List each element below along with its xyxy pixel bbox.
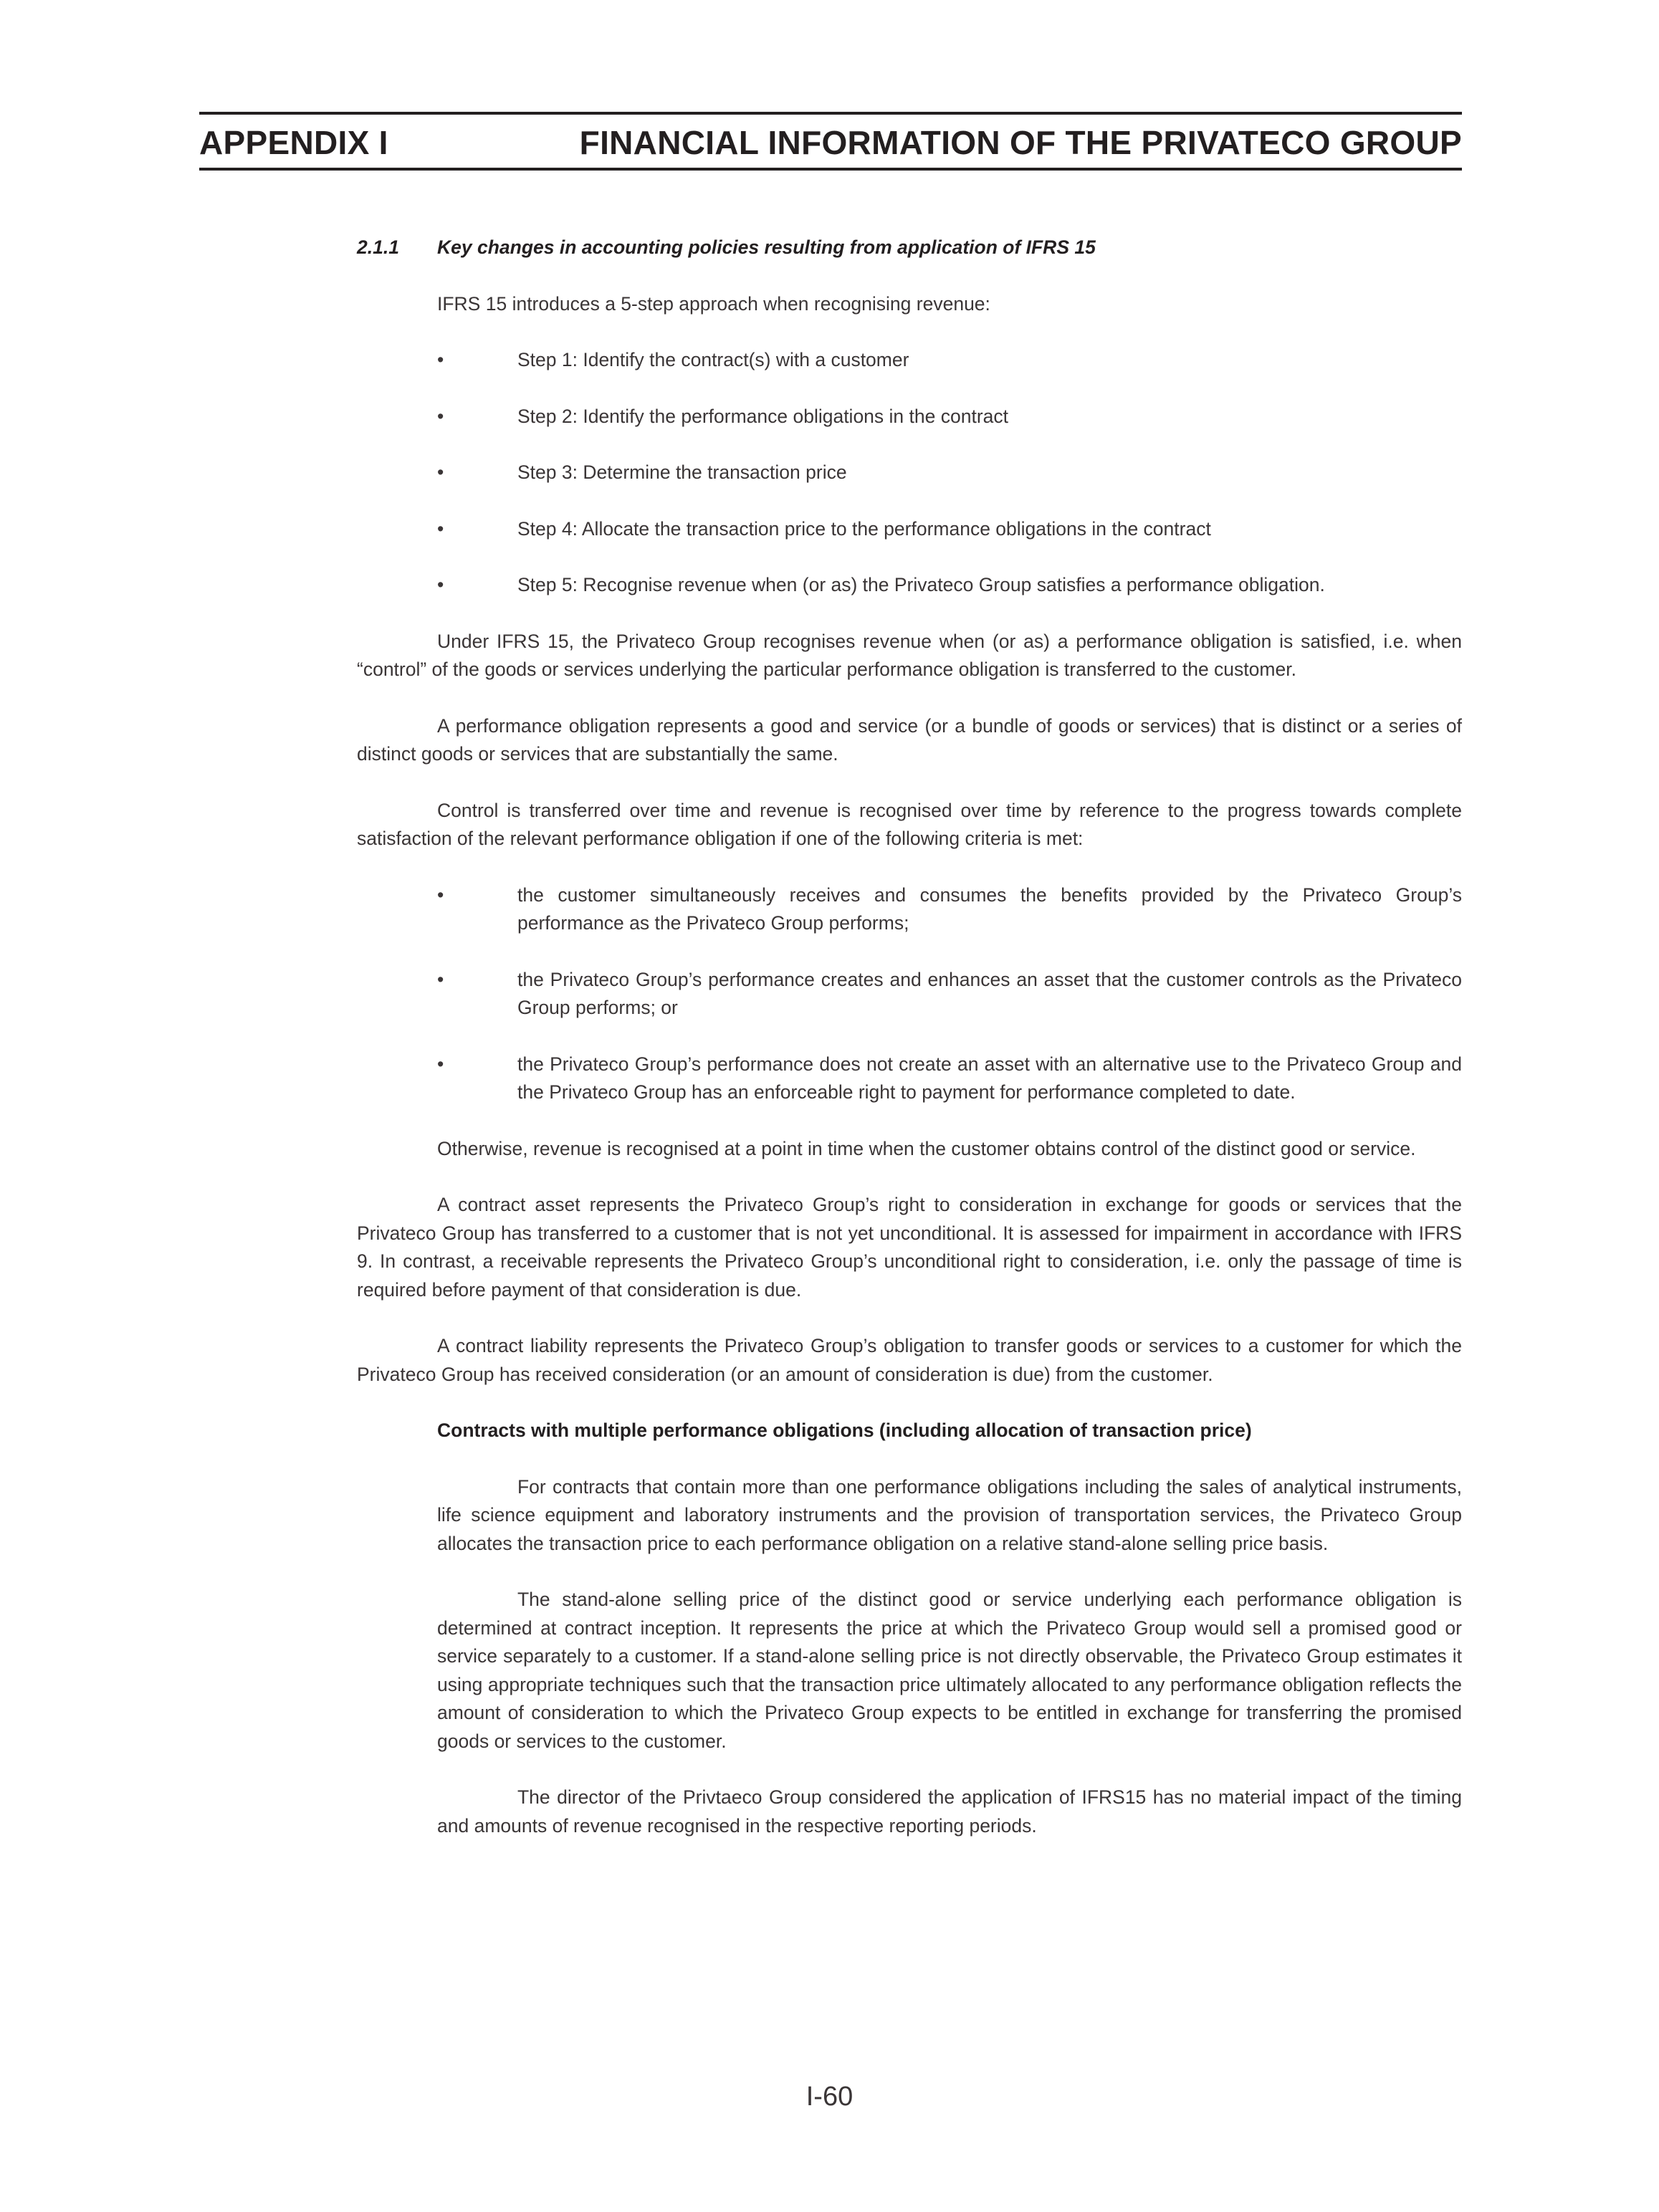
- step-item: [357, 459, 1462, 487]
- bullet-icon: •: [437, 349, 444, 370]
- bullet-icon: •: [437, 574, 444, 595]
- paragraph-contract-liability: A contract liability represents the Privateco Group’s obligation to transfer goods or services to a customer for which the Privateco Group has received consideration (or an amount of consideration is due) from the customer.: [357, 1335, 1462, 1385]
- paragraph-control: Control is transferred over time and revenue is recognised over time by reference to the progress towards complete satisfaction of the relevant performance obligation if one of the following criteria is met:: [357, 799, 1462, 849]
- page-number: I-60: [805, 2082, 854, 2112]
- appendix-label: APPENDIX I: [199, 124, 388, 161]
- paragraph-contract-asset: A contract asset represents the Privateco Group’s right to consideration in exchange for goods or services that the Privateco Group has transferred to a customer that is not yet unconditional. It is assessed for impairment in accordance with IFRS 9. In contrast, a receivable represents the Privateco Group’s unconditional right to consideration, i.e. only the passage of time is required before payment of that consideration is due.: [357, 1194, 1462, 1301]
- subsection-paragraph: For contracts that contain more than one performance obligations including the sales of analytical instruments, life science equipment and laboratory instruments and the provision of transportation services, the Privateco Group allocates the transaction price to each performance obligation on a relative stand-alone selling price basis.: [437, 1475, 1462, 1554]
- criteria-text: the Privateco Group’s performance does not create an asset with an alternative use to the Privateco Group and the Privateco Group has an enforceable right to payment for performance completed to date.: [517, 1053, 1462, 1103]
- intro-paragraph: IFRS 15 introduces a 5-step approach when recognising revenue:: [437, 292, 990, 315]
- step-text: Step 5: Recognise revenue when (or as) the Privateco Group satisfies a performance obligation.: [517, 574, 1325, 595]
- bullet-icon: •: [437, 968, 444, 990]
- bullet-icon: •: [437, 1053, 444, 1075]
- subsection-paragraph: The director of the Privtaeco Group considered the application of IFRS15 has no material impact of the timing and amounts of revenue recognised in the respective reporting periods.: [437, 1786, 1462, 1837]
- paragraph-otherwise: Otherwise, revenue is recognised at a point in time when the customer obtains control of the distinct good or service.: [437, 1137, 1416, 1159]
- step-item: [357, 515, 1462, 544]
- criteria-text: the Privateco Group’s performance creates and enhances an asset that the customer controls as the Privateco Group performs; or: [517, 968, 1462, 1018]
- step-text: Step 3: Determine the transaction price: [517, 461, 847, 483]
- criteria-item: [357, 881, 1462, 938]
- step-text: Step 4: Allocate the transaction price to the performance obligations in the contract: [517, 517, 1211, 540]
- section-title: Key changes in accounting policies resulting from application of IFRS 15: [437, 236, 1096, 258]
- step-text: Step 2: Identify the performance obligations in the contract: [517, 405, 1008, 427]
- paragraph-under-ifrs: Under IFRS 15, the Privateco Group recognises revenue when (or as) a performance obligation is satisfied, i.e. when “control” of the goods or services underlying the particular performance obligation is transferred to the customer.: [357, 630, 1462, 680]
- bullet-icon: •: [437, 461, 444, 483]
- subsection-paragraph: The stand-alone selling price of the distinct good or service underlying each performance obligation is determined at contract inception. It represents the price at which the Privateco Group would sell a promised good or service separately to a customer. If a stand-alone selling price is not directly observable, the Privateco Group estimates it using appropriate techniques such that the transaction price ultimately allocated to any performance obligation reflects the amount of consideration to which the Privateco Group expects to be entitled in exchange for transferring the promised goods or services to the customer.: [437, 1589, 1462, 1752]
- appendix-title: FINANCIAL INFORMATION OF THE PRIVATECO GROUP: [579, 124, 1462, 161]
- bullet-icon: •: [437, 884, 444, 906]
- bullet-icon: •: [437, 405, 444, 427]
- bullet-icon: •: [437, 517, 444, 540]
- subsection-heading: Contracts with multiple performance obligations (including allocation of transaction price): [437, 1419, 1252, 1441]
- document-body: [357, 234, 1462, 1868]
- criteria-text: the customer simultaneously receives and consumes the benefits provided by the Privateco Group’s performance as the Privateco Group performs;: [517, 884, 1462, 934]
- section-number: 2.1.1: [357, 236, 399, 258]
- step-item: [357, 403, 1462, 431]
- criteria-item: [357, 1050, 1462, 1107]
- step-item: [357, 346, 1462, 375]
- step-item: [357, 571, 1462, 600]
- page-header: [199, 112, 1462, 171]
- section-heading: [357, 234, 1462, 262]
- criteria-item: [357, 966, 1462, 1023]
- paragraph-performance-obligation: A performance obligation represents a good and service (or a bundle of goods or services) that is distinct or a series of distinct goods or services that are substantially the same.: [357, 714, 1462, 765]
- step-text: Step 1: Identify the contract(s) with a customer: [517, 349, 909, 370]
